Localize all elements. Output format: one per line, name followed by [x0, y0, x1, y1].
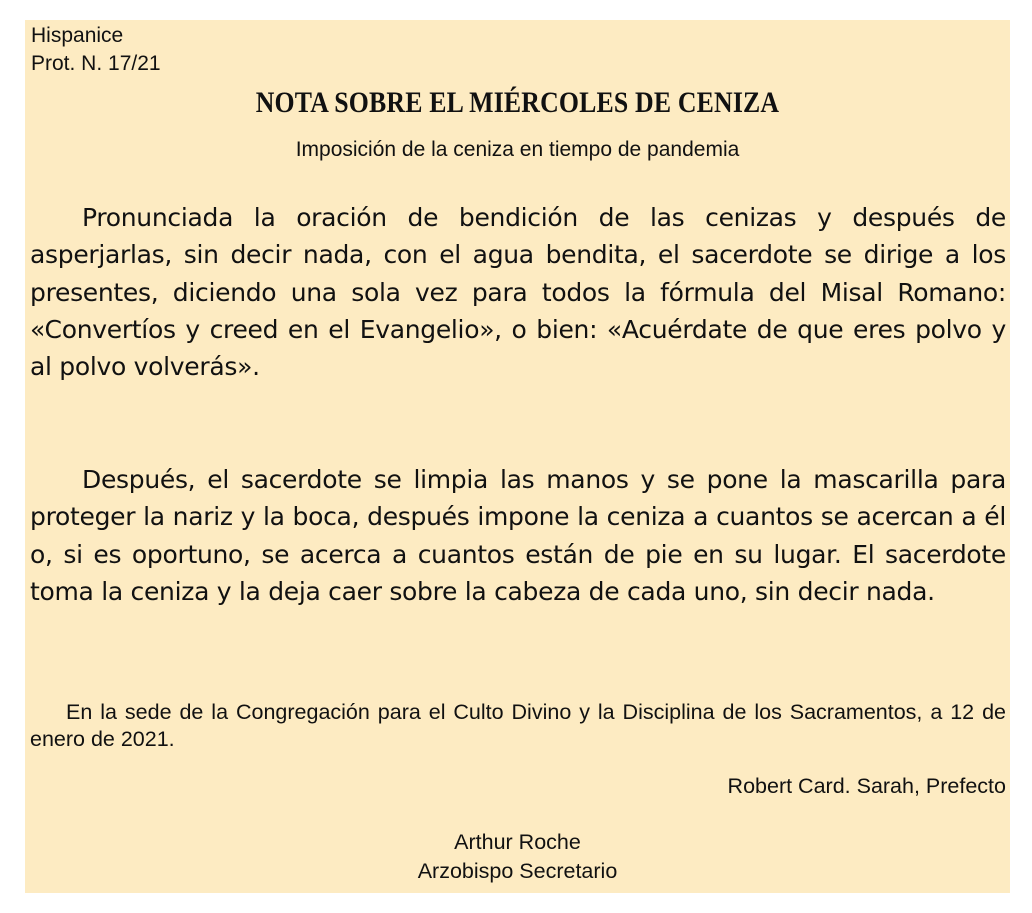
document-subtitle: Imposición de la ceniza en tiempo de pandemia — [295, 138, 740, 161]
document-page — [25, 20, 1010, 893]
body-paragraph-2: Después, el sacerdote se limpia las manos y se pone la mascarilla para proteger la nariz y la boca, después impone la ceniza a cuantos se acercan a él o, si es oportuno, se acerca a cuantos están de pie en su lugar. El sacerdote toma la ceniza y la deja caer sobre la cabeza de cada uno, sin decir nada. — [30, 465, 1006, 606]
secretary-name: Arthur Roche — [454, 830, 581, 854]
reference-country: Hispanice — [31, 24, 124, 47]
secretary-role: Arzobispo Secretario — [417, 859, 618, 883]
closing-statement: En la sede de la Congregación para el Culto Divino y la Disciplina de los Sacramentos, a 12 de enero de 2021. — [30, 700, 1006, 751]
protocol-number: Prot. N. 17/21 — [31, 52, 161, 75]
prefect-signature: Robert Card. Sarah, Prefecto — [727, 774, 1006, 798]
document-title: NOTA SOBRE EL MIÉRCOLES DE CENIZA — [255, 86, 780, 119]
body-paragraph-1: Pronunciada la oración de bendición de las cenizas y después de asperjarlas, sin decir nada, con el agua bendita, el sacerdote se dirige a los presentes, diciendo una sola vez para todos la fórmula del Misal Romano: «Convertíos y creed en el Evangelio», o bien: «Acuérdate de que eres polvo y al polvo volverás». — [30, 203, 1006, 382]
